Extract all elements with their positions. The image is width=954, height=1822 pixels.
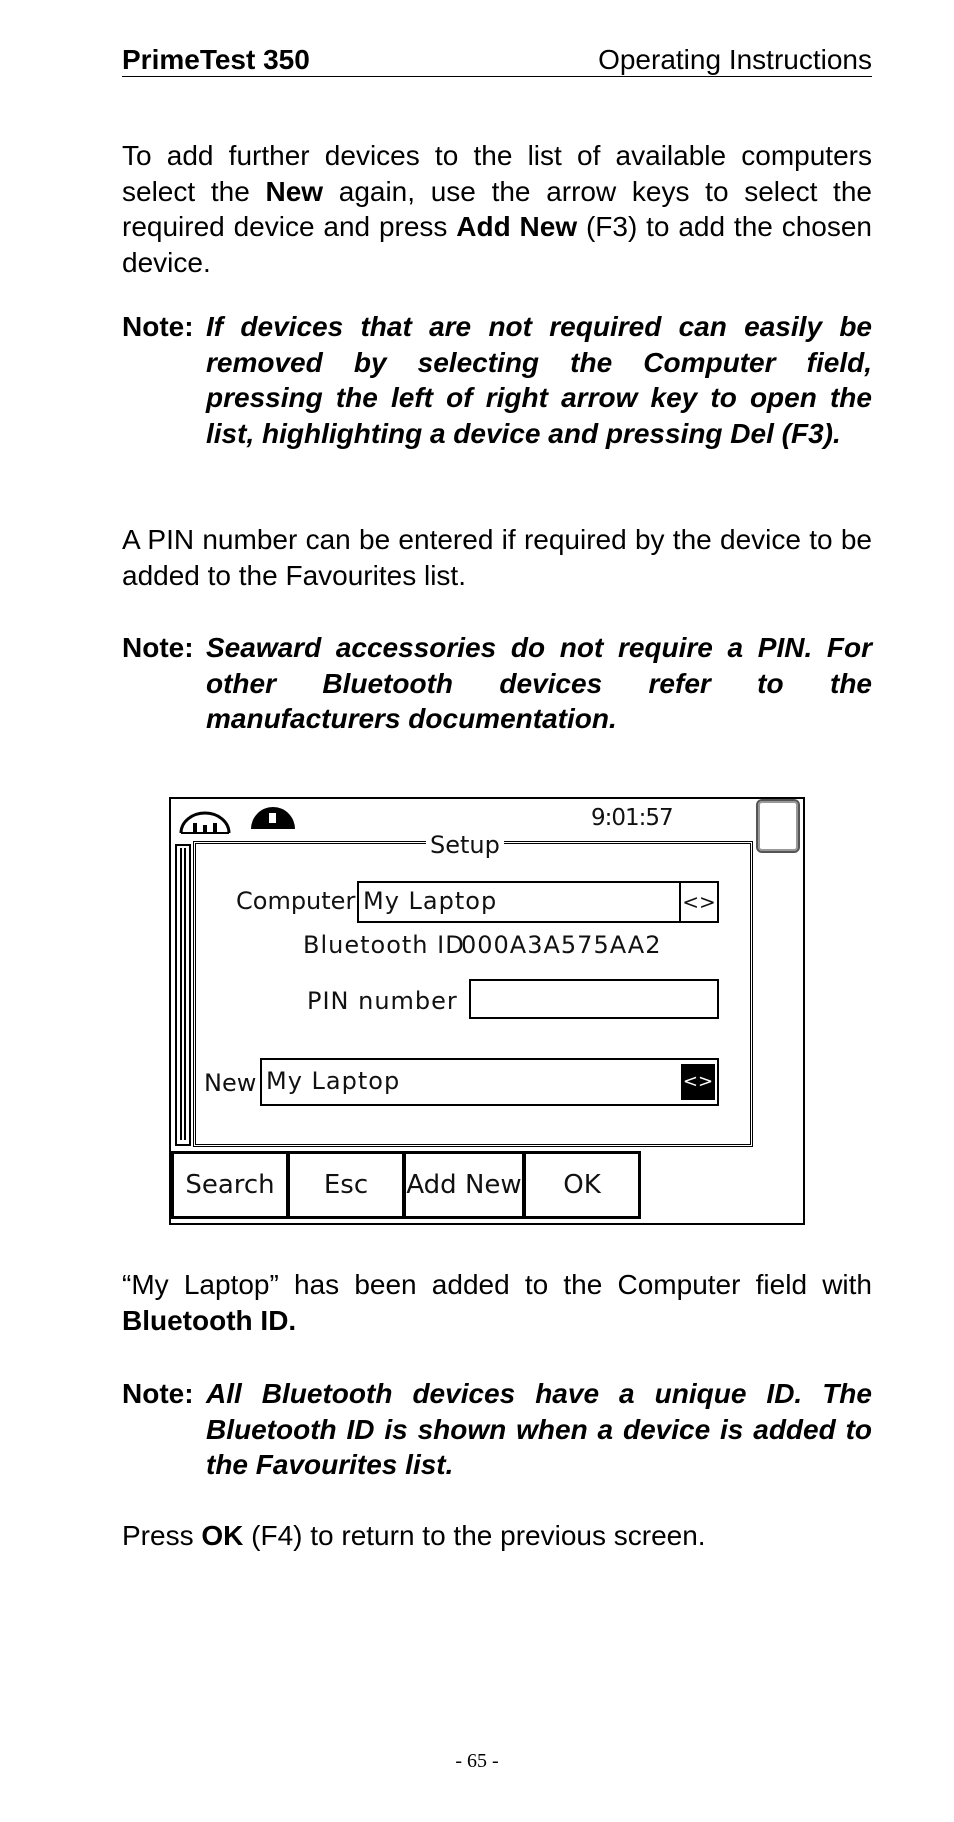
page-number: - 65 - — [455, 1750, 499, 1772]
note-remove-devices: Note: If devices that are not required can easily be removed by selecting the Computer field, pressing the left of right arrow key to open the list, highlighting a device and pressing Del (F3). — [122, 311, 872, 449]
scrollbar[interactable] — [175, 844, 191, 1146]
paragraph-press-ok: Press OK (F4) to return to the previous screen. — [122, 1520, 706, 1551]
new-device-value: My Laptop — [266, 1067, 401, 1095]
computer-value: My Laptop — [363, 887, 498, 915]
setup-panel-title: Setup — [426, 831, 504, 859]
paragraph-pin: A PIN number can be entered if required by the device to be added to the Favourites list. — [122, 524, 872, 591]
paragraph-laptop-added: “My Laptop” has been added to the Computer field with Bluetooth ID. — [122, 1269, 872, 1336]
pin-input[interactable] — [469, 979, 719, 1019]
add-new-button[interactable]: Add New — [403, 1151, 525, 1219]
device-screen — [169, 797, 805, 1225]
plug-socket-icon — [177, 807, 237, 837]
new-label: New — [204, 1069, 257, 1097]
bell-status-icon — [249, 805, 297, 831]
bluetooth-id-label: Bluetooth ID — [303, 931, 465, 959]
computer-label: Computer — [236, 887, 356, 915]
clock-time: 9:01:57 — [591, 805, 673, 831]
document-title: Operating Instructions — [598, 44, 872, 75]
product-name: PrimeTest 350 — [122, 44, 310, 75]
new-device-select[interactable] — [260, 1058, 719, 1106]
search-button[interactable]: Search — [171, 1151, 289, 1219]
pin-label: PIN number — [307, 987, 458, 1015]
note-pin: Note: Seaward accessories do not require a PIN. For other Bluetooth devices refer to the manufacturers documentation. — [122, 632, 872, 734]
list-arrows-selected-icon[interactable]: <> — [681, 1064, 715, 1100]
computer-select[interactable] — [357, 881, 719, 923]
scrollbar-thumb[interactable] — [180, 848, 186, 1140]
bluetooth-id-value: 000A3A575AA2 — [461, 931, 662, 959]
paragraph-add-devices: To add further devices to the list of available computers select the New again, use the arrow keys to select the required device and press Add New (F3) to add the chosen device. — [122, 140, 872, 278]
list-arrows-icon[interactable]: <> — [679, 883, 717, 921]
page-header — [122, 42, 872, 77]
battery-icon — [756, 799, 800, 853]
ok-button[interactable]: OK — [523, 1151, 641, 1219]
note-unique-id: Note: All Bluetooth devices have a unique ID. The Bluetooth ID is shown when a device is added to the Favourites list. — [122, 1378, 872, 1480]
esc-button[interactable]: Esc — [287, 1151, 405, 1219]
